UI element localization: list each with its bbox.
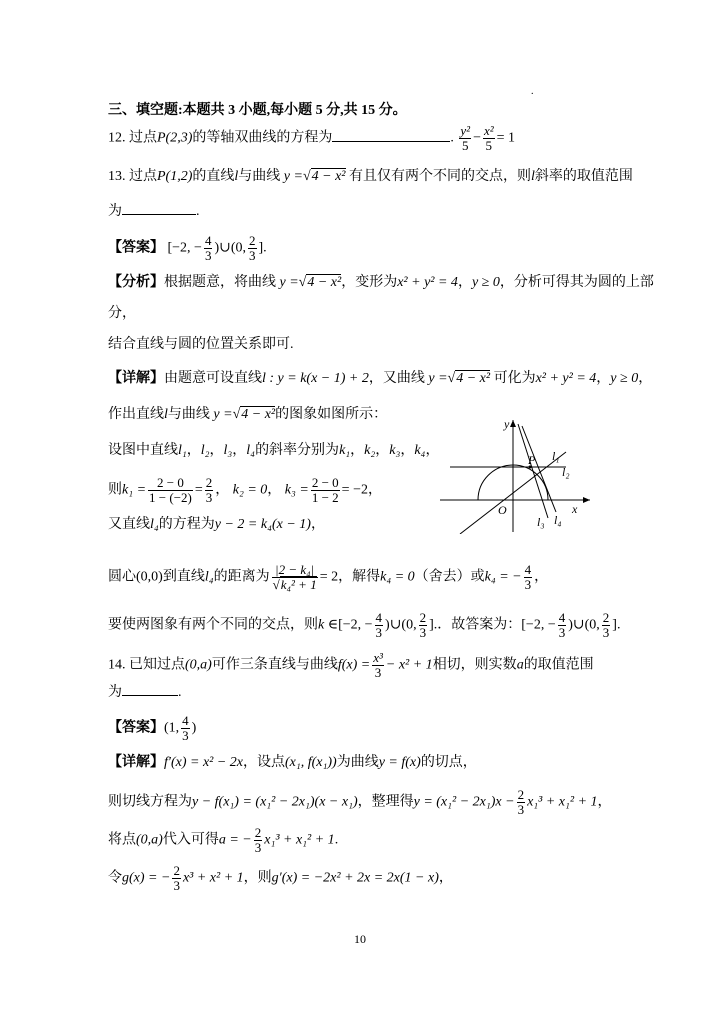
q13-draw: 作出直线l与曲线 y =√4 − x²的图象如图所示： xyxy=(108,407,388,422)
q13-conclusion: 要使两图象有两个不同的交点，则k ∈[−2, − $\frac{4}{3}$ )∪(0, $\frac{2}{3}$ ].．故答案为：[−2, − $\frac{4}{3}$ )∪(0, $\frac{2}{3}$ ]. xyxy=(108,610,621,640)
corner-mark: . xyxy=(531,86,534,97)
answer-blank[interactable] xyxy=(332,127,450,142)
q13-slopes: 设图中直线l₁，l₂，l₃，l₄的斜率分别为k₁，k₂，k₃，k₄， xyxy=(108,443,440,458)
question-13-line2: 为 . xyxy=(108,200,660,222)
label-l3: l₃ xyxy=(537,515,545,529)
label-l4: l₄ xyxy=(554,513,562,527)
answer-blank[interactable] xyxy=(122,681,178,696)
label-x: x xyxy=(572,502,578,516)
label-O: O xyxy=(498,503,507,517)
question-14-line2: 为 . xyxy=(108,681,660,703)
q13-analysis-line3: 结合直线与圆的位置关系即可. xyxy=(108,337,294,352)
q13-detail: 【详解】由题意可设直线l : y = k(x − 1) + 2，又曲线 y =√4 − x² 可化为x² + y² = 4，y ≥ 0， xyxy=(108,371,653,386)
line-l4 xyxy=(522,426,556,512)
line-l3 xyxy=(518,424,548,518)
q13-analysis-line2: 分， xyxy=(108,306,136,321)
label-l1: l₁ xyxy=(552,449,560,463)
x-axis-arrow xyxy=(583,497,590,503)
q14-substitute: 将点(0,a)代入可得a = − $\frac{2}{3}$ x₁³ + x₁² + 1. xyxy=(108,825,339,855)
fraction: $\frac{\text{y²}}{5}$ xyxy=(460,123,471,153)
question-13: 13. 过点P(1,2)的直线l与曲线 y =√4 − x² 有且仅有两个不同的交点，则l斜率的取值范围 xyxy=(108,169,633,184)
fraction: $\frac{\text{x²}}{5}$ xyxy=(483,123,494,153)
question-14: 14. 已知过点(0,a)可作三条直线与曲线f(x) = $\frac{\text{x³}}{3}$ − x² + 1相切，则实数a的取值范围 xyxy=(108,650,594,680)
circle-lines-figure xyxy=(440,414,600,534)
q14-tangent: 则切线方程为y − f(x₁) = (x₁² − 2x₁)(x − x₁)，整理得y = (x₁² − 2x₁)x − $\frac{2}{3}$ x₁³ + x₁² + 1， xyxy=(108,787,612,817)
section-heading: 三、填空题:本题共 3 小题,每小题 5 分,共 15 分。 xyxy=(108,103,407,118)
q14-answer: 【答案】(1, $\frac{4}{3}$ ) xyxy=(108,713,197,743)
q13-answer: 【答案】 [−2, − $\frac{4}{3}$ )∪(0, $\frac{2}{3}$ ]. xyxy=(108,233,267,263)
q14-g: 令g(x) = − $\frac{2}{3}$ x³ + x² + 1，则g′(x) = −2x² + 2x = 2x(1 − x)， xyxy=(108,863,453,893)
q13-distance: 圆心(0,0)到直线l₄的距离为 $\frac{\text{|2 − k₄|}}{\text{√k₄² + 1}}$ = 2，解得k₄ = 0（舍去）或k₄ = − $\frac{4}{3}$ ， xyxy=(108,562,549,592)
q13-k-values: 则k₁ = $\frac{2 - 0}{1 - (-2)}$ = $\frac{2}{3}$ ， k₂ = 0， k₃ = $\frac{2 - 0}{1 - 2}$ = −2， xyxy=(108,475,382,505)
q14-detail: 【详解】f′(x) = x² − 2x，设点(x₁, f(x₁))为曲线y = f(x)的切点， xyxy=(108,755,477,770)
label-y: y xyxy=(504,417,510,431)
question-12: 12. 过点P(2,3)的等轴双曲线的方程为 . $\frac{\text{y²}}{5}$ − $\frac{\text{x²}}{5}$ = 1 xyxy=(108,123,516,153)
answer-blank[interactable] xyxy=(122,200,196,215)
y-axis-arrow xyxy=(510,420,516,427)
label-l2: l₂ xyxy=(562,465,570,479)
q13-analysis: 【分析】根据题意，将曲线 y =√4 − x²，变形为x² + y² = 4，y ≥ 0，分析可得其为圆的上部 xyxy=(108,275,654,290)
page-number: 10 xyxy=(354,932,366,946)
label-P: P xyxy=(528,453,536,467)
q13-l4-eq: 又直线l₄的方程为y − 2 = k₄(x − 1)， xyxy=(108,517,325,532)
